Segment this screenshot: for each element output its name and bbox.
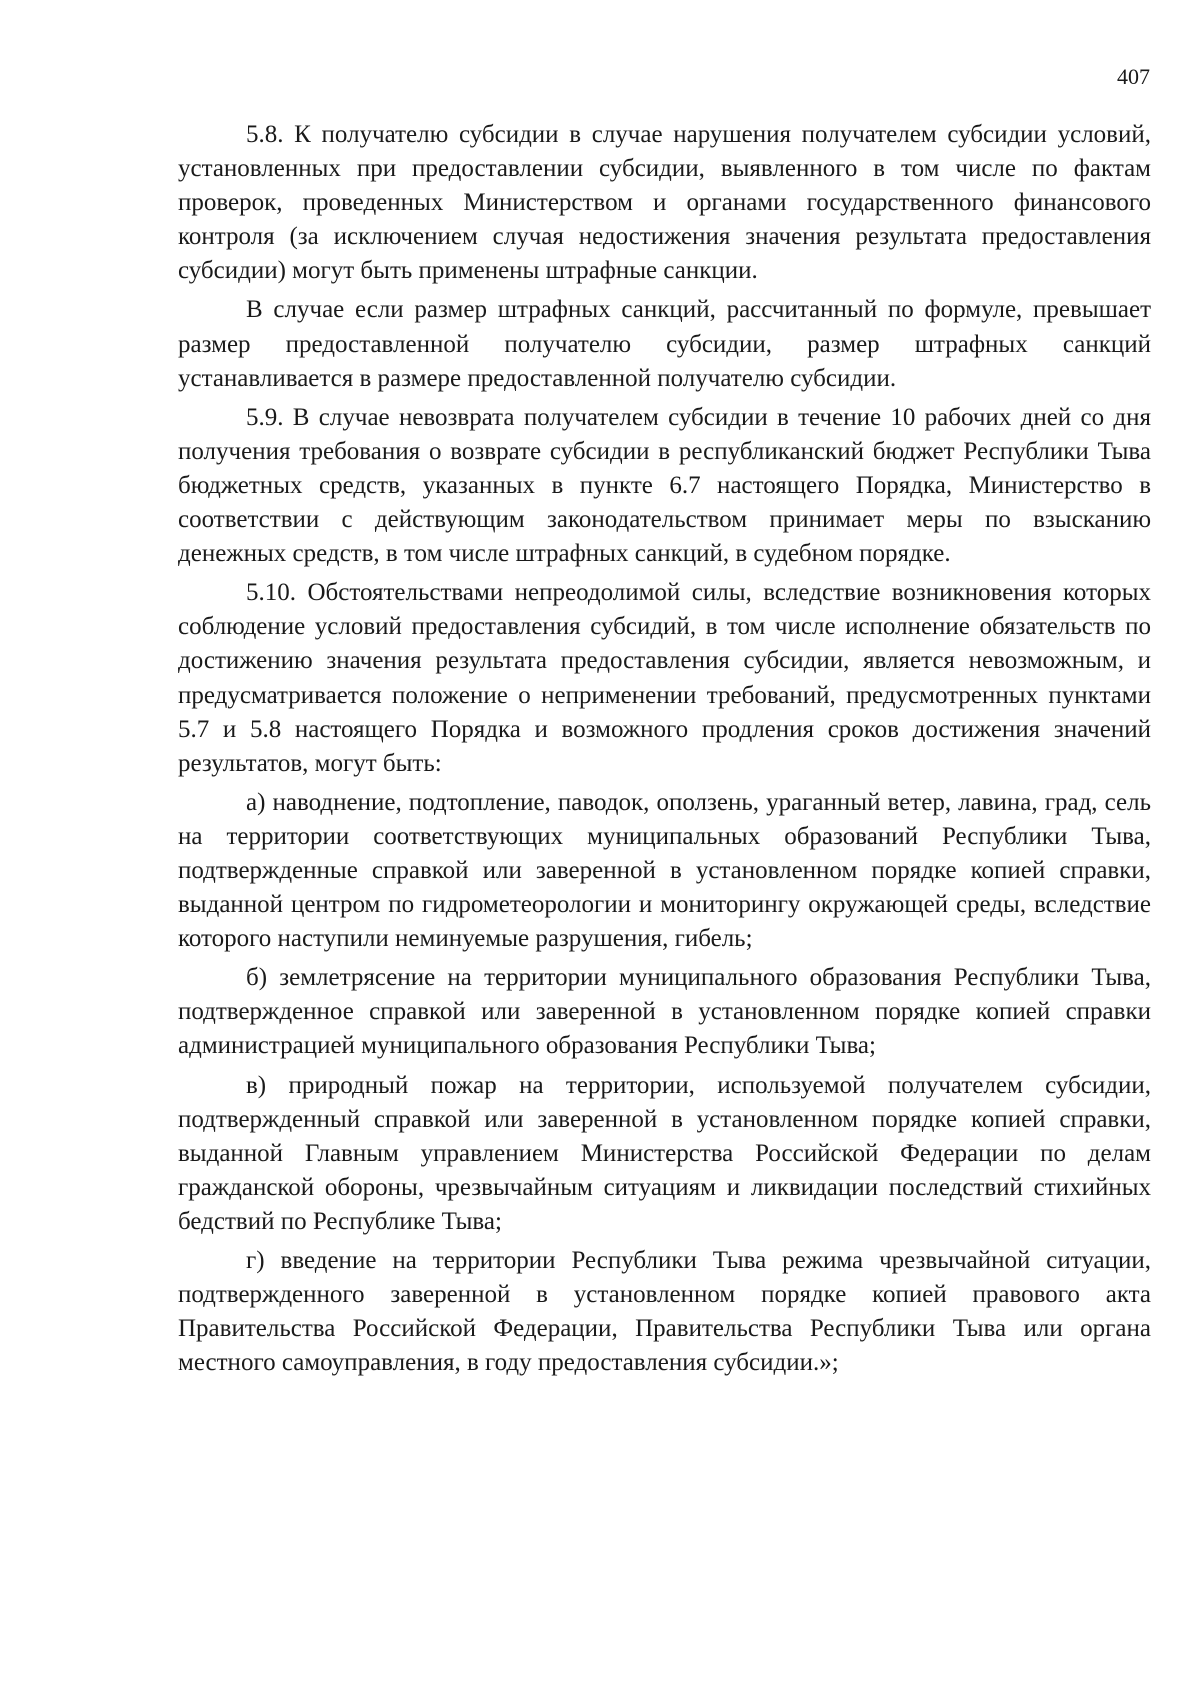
paragraph-penalty-limit: В случае если размер штрафных санкций, рассчитанный по формуле, превышает размер предоставленной получателю субсидии, размер штрафных санкций устанавливается в размере предоставленной получателю субсидии.	[178, 296, 1151, 392]
paragraph-5-8: 5.8. К получателю субсидии в случае нарушения получателем субсидии условий, установленных при предоставлении субсидии, выявленного в том числе по фактам проверок, проведенных Министерством и органами государственного финансового контроля (за исключением случая недостижения значения результата предоставления субсидии) могут быть применены штрафные санкции.	[178, 121, 1151, 285]
paragraph-5-9: 5.9. В случае невозврата получателем субсидии в течение 10 рабочих дней со дня получения требования о возврате субсидии в республиканский бюджет Республики Тыва бюджетных средств, указанных в пункте 6.7 настоящего Порядка, Министерство в соответствии с действующим законодательством принимает меры по взысканию денежных средств, в том числе штрафных санкций, в судебном порядке.	[178, 403, 1151, 568]
list-item-b: б) землетрясение на территории муниципального образования Республики Тыва, подтвержденное справкой или заверенной в установленном порядке копией справки администрацией муниципального образования Республики Тыва;	[178, 964, 1151, 1060]
list-item-g: г) введение на территории Республики Тыва режима чрезвычайной ситуации, подтвержденного заверенной в установленном порядке копией правового акта Правительства Российской Федерации, Правительства Республики Тыва или органа местного самоуправления, в году предоставления субсидии.»;	[178, 1247, 1151, 1377]
paragraph-5-10: 5.10. Обстоятельствами непреодолимой силы, вследствие возникновения которых соблюдение условий предоставления субсидий, в том числе исполнение обязательств по достижению значения результата предоставления субсидии, является невозможным, и предусматривается положение о неприменении требований, предусмотренных пунктами 5.7 и 5.8 настоящего Порядка и возможного продления сроков достижения значений результатов, могут быть:	[178, 579, 1151, 777]
list-item-a: а) наводнение, подтопление, паводок, оползень, ураганный ветер, лавина, град, сель на территории соответствующих муниципальных образований Республики Тыва, подтвержденные справкой или заверенной в установленном порядке копией справки, выданной центром по гидрометеорологии и мониторингу окружающей среды, вследствие которого наступили неминуемые разрушения, гибель;	[178, 788, 1151, 953]
list-item-v: в) природный пожар на территории, используемой получателем субсидии, подтвержденный справкой или заверенной в установленном порядке копией справки, выданной Главным управлением Министерства Российской Федерации по делам гражданской обороны, чрезвычайным ситуациям и ликвидации последствий стихийных бедствий по Республике Тыва;	[178, 1071, 1151, 1235]
document-body	[178, 118, 1151, 1385]
page-number: 407	[1117, 64, 1150, 89]
